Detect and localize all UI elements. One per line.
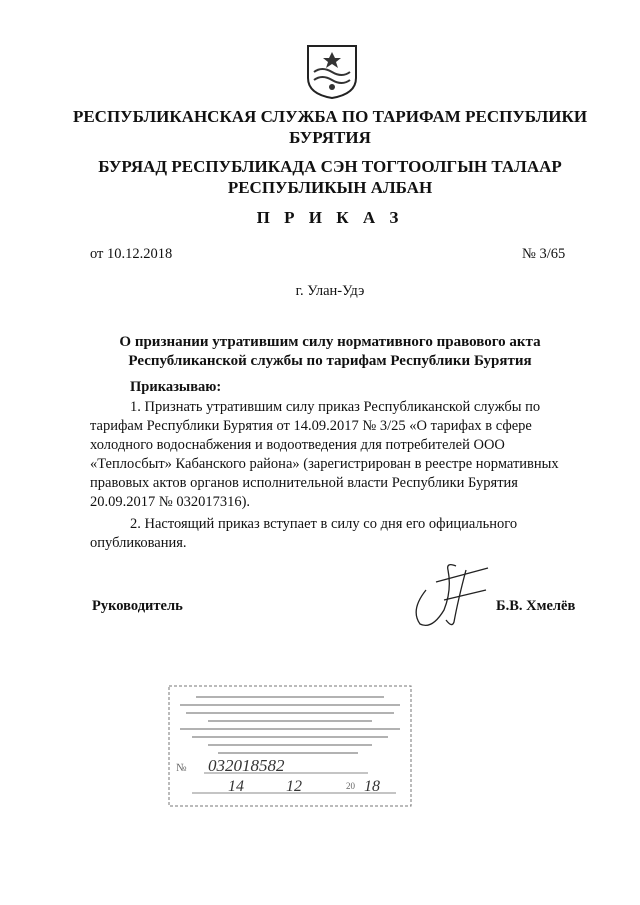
p1-line: «Теплосбыт» Кабанского района» (зарегистрирован в реестре нормативных <box>90 456 559 472</box>
signatory-role: Руководитель <box>92 598 183 614</box>
p1-line: холодного водоснабжения и водоотведения для потребителей ООО <box>90 437 505 453</box>
org-name-ru-line1: РЕСПУБЛИКАНСКАЯ СЛУЖБА ПО ТАРИФАМ РЕСПУБЛИКИ <box>72 107 588 126</box>
stamp-day: 14 <box>228 778 244 795</box>
p1-line: 20.09.2017 № 032017316). <box>90 494 251 510</box>
org-name-ru-line2: БУРЯТИЯ <box>289 128 371 147</box>
handwritten-signature-icon <box>396 560 506 630</box>
org-name-bua <box>60 156 600 198</box>
order-word: Приказываю: <box>130 379 222 395</box>
document-date: от 10.12.2018 <box>90 246 173 262</box>
document-subject <box>90 333 570 371</box>
p2-line: 2. Настоящий приказ вступает в силу со дня его официального <box>130 516 518 532</box>
svg-text:20: 20 <box>346 781 355 791</box>
stamp-month: 12 <box>286 778 302 795</box>
p1-line: правовых актов органов исполнительной власти Республики Бурятия <box>90 475 518 491</box>
p1-line: тарифам Республики Бурятия от 14.09.2017 № 3/25 «О тарифах в сфере <box>90 418 532 434</box>
p1-line: 1. Признать утратившим силу приказ Республиканской службы по <box>130 399 541 415</box>
org-name-bua-line2: РЕСПУБЛИКЫН АЛБАН <box>227 178 433 197</box>
coat-of-arms-emblem-icon <box>302 42 362 100</box>
document-city: г. Улан-Удэ <box>295 283 365 299</box>
document-type: П Р И К А З <box>256 208 404 227</box>
p2-line: опубликования. <box>90 535 187 551</box>
subject-line2: Республиканской службы по тарифам Республики Бурятия <box>128 353 532 369</box>
signatory-name: Б.В. Хмелёв <box>496 598 576 614</box>
org-name-ru <box>60 106 600 148</box>
paragraph-2 <box>90 515 578 553</box>
org-name-bua-line1: БУРЯАД РЕСПУБЛИКАДА СЭН ТОГТООЛГЫН ТАЛААР <box>98 157 562 176</box>
svg-text:№: № <box>176 762 187 774</box>
stamp-year: 18 <box>364 778 380 795</box>
stamp-reg-number: 032018582 <box>208 756 285 775</box>
registration-stamp-icon <box>168 685 412 807</box>
document-number: № 3/65 <box>522 246 566 262</box>
paragraph-1 <box>90 398 578 512</box>
subject-line1: О признании утратившим силу нормативного правового акта <box>119 334 541 350</box>
